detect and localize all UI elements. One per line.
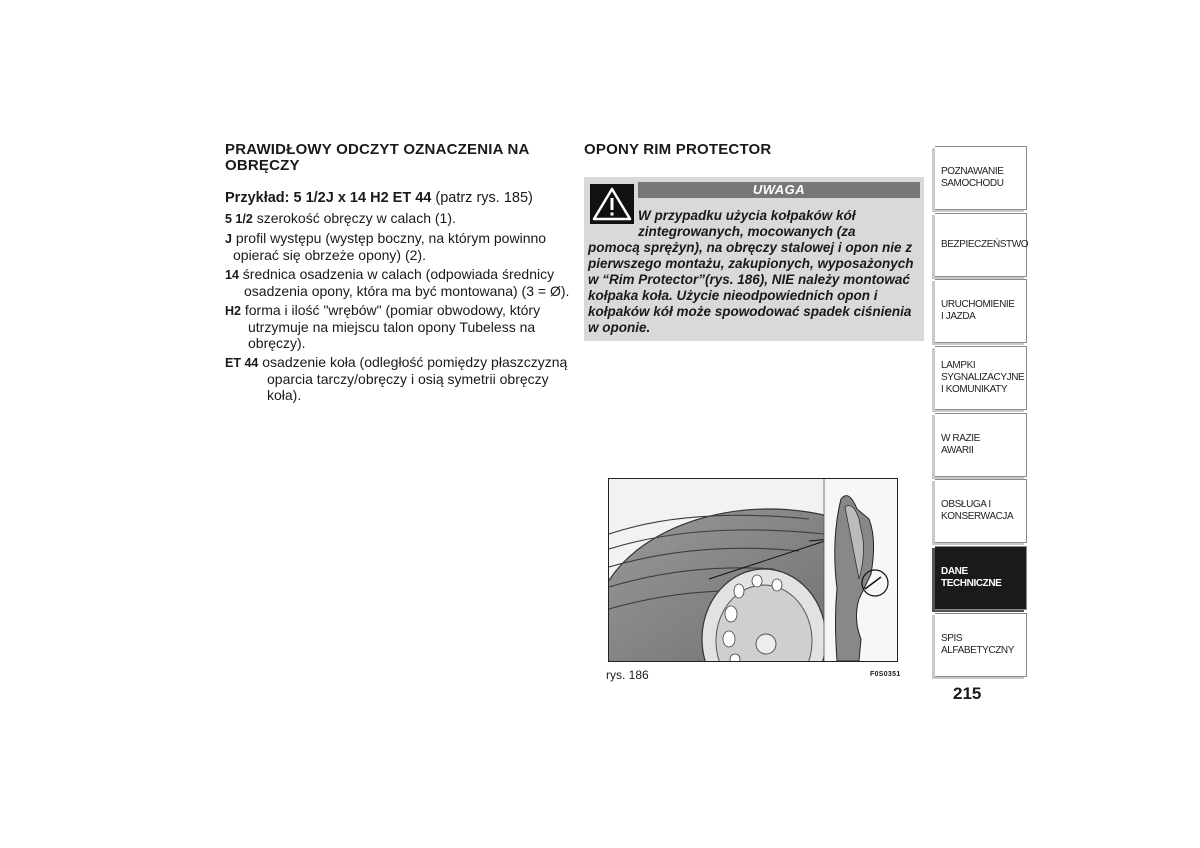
definition-text: osadzenie koła (odległość pomiędzy płaszczyzną oparcia tarczy/obręczy i osią symetrii obręczy koła). <box>258 354 568 403</box>
definition-item <box>225 354 570 403</box>
definition-item <box>225 210 570 227</box>
tab-label: BEZPIECZEŃSTWO <box>941 238 1029 250</box>
tab-label: LAMPKI SYGNALIZACYJNE I KOMUNIKATY <box>941 360 1025 396</box>
chapter-tabs <box>935 146 1027 680</box>
definition-term: H2 <box>225 304 241 318</box>
tab-label: URUCHOMIENIE I JAZDA <box>941 299 1015 323</box>
warning-text-rest: pomocą sprężyn), na obręczy stalowej i opon nie z pierwszego montażu, zakupionych, wyposażonych w “Rim Protector”(rys. 186), NIE należy montować kołpaka koła. Użycie nieodpowiednich opon i kołpaków kół może spowodować spadek ciśnienia w oponie. <box>588 240 914 335</box>
definition-item <box>225 302 570 351</box>
definition-text: średnica osadzenia w calach (odpowiada średnicy osadzenia opony, która ma być montowana) (3 = Ø). <box>238 266 570 299</box>
tab-label: OBSŁUGA I KONSERWACJA <box>941 499 1014 523</box>
figure-caption: rys. 186 <box>606 668 649 682</box>
example-rest: (patrz rys. 185) <box>431 190 533 206</box>
figure-tire-rim-protector <box>608 478 898 662</box>
warning-box <box>584 177 924 341</box>
tab-dane-techniczne[interactable] <box>935 546 1027 610</box>
tab-bezpieczenstwo[interactable] <box>935 213 1027 277</box>
warning-header: UWAGA <box>638 182 920 198</box>
tab-poznawanie-samochodu[interactable] <box>935 146 1027 210</box>
tab-lampki-sygnalizacyjne[interactable] <box>935 346 1027 410</box>
figure-code: F0S0351 <box>870 671 901 678</box>
tab-label: SPIS ALFABETYCZNY <box>941 632 1014 656</box>
definition-term: J <box>225 232 232 246</box>
definition-term: 5 1/2 <box>225 212 253 226</box>
tab-uruchomienie-i-jazda[interactable] <box>935 279 1027 343</box>
example-line <box>225 190 570 207</box>
definition-text: szerokość obręczy w calach (1). <box>252 210 456 226</box>
tab-label: POZNAWANIE SAMOCHODU <box>941 166 1004 189</box>
definition-item <box>225 230 570 263</box>
warning-text-line1: W przypadku użycia kołpaków kół zintegrowanych, mocowanych (za <box>638 208 856 239</box>
tab-w-razie-awarii[interactable] <box>935 413 1027 477</box>
warning-text <box>588 208 918 336</box>
tab-spis-alfabetyczny[interactable] <box>935 613 1027 677</box>
page-number: 215 <box>953 684 982 703</box>
definition-text: profil występu (występ boczny, na którym powinno opierać się obrzeże opony) (2). <box>231 230 547 263</box>
definition-item <box>225 266 570 299</box>
tab-label: W RAZIE AWARII <box>941 432 980 456</box>
definition-term: 14 <box>225 268 239 282</box>
tab-obsluga-i-konserwacja[interactable] <box>935 479 1027 543</box>
section-title-rim-marking: PRAWIDŁOWY ODCZYT OZNACZENIA NA OBRĘCZY <box>225 141 529 174</box>
example-bold: Przykład: 5 1/2J x 14 H2 ET 44 <box>225 190 432 206</box>
tab-label: DANE TECHNICZNE <box>941 566 1002 590</box>
right-column <box>584 142 924 158</box>
definition-text: forma i ilość "wrębów" (pomiar obwodowy, który utrzymuje na miejscu talon opony Tubeless na obręczy). <box>240 302 541 351</box>
definition-term: ET 44 <box>225 356 259 370</box>
left-column <box>225 142 570 403</box>
section-title-rim-protector: OPONY RIM PROTECTOR <box>584 141 772 158</box>
